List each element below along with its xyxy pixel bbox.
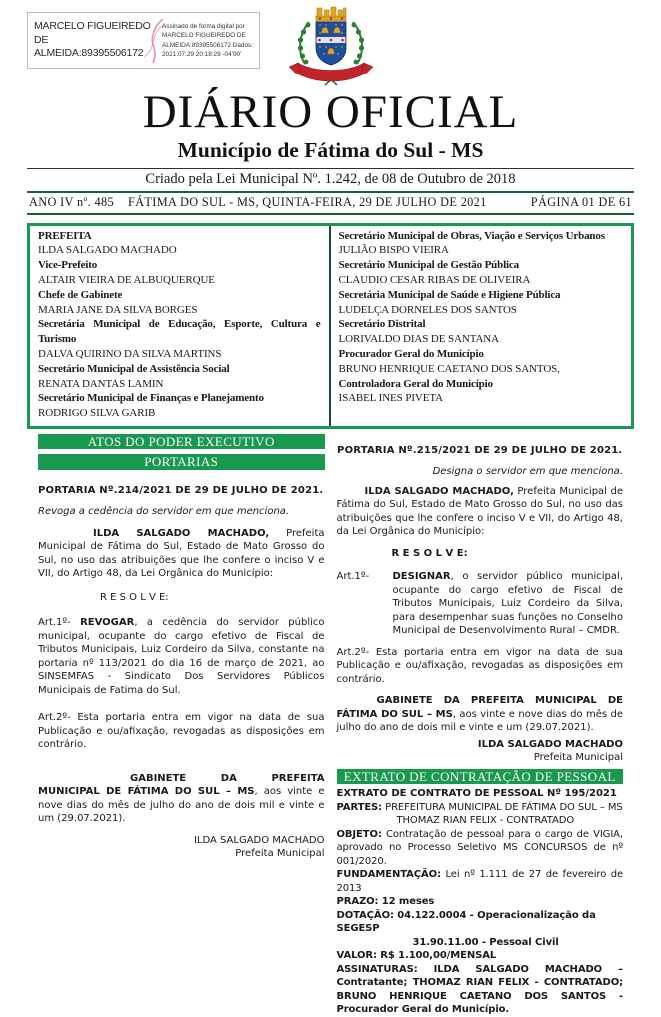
signature-details: Assinado de forma digital por MARCELO FIGUEIREDO DE ALMEIDA:89395506172 Dados: 2021.07.29 20:18:29 -04'00' [162, 22, 253, 58]
official-entry [339, 377, 624, 407]
official-name: BRUNO HENRIQUE CAETANO DOS SANTOS, [338, 362, 560, 375]
official-name: ALTAIR VIEIRA DE ALBUQUERQUE [38, 273, 215, 286]
section-banner-extrato: EXTRATO DE CONTRATAÇÃO DE PESSOAL [337, 769, 624, 785]
portaria-215-heading: PORTARIA Nº.215/2021 DE 29 DE JULHO DE 2021. [337, 444, 623, 456]
right-column [337, 434, 624, 1017]
official-name: MARIA JANE DA SILVA BORGES [38, 303, 198, 316]
official-entry [38, 229, 321, 259]
digital-signature-stamp [27, 12, 260, 69]
portaria-215-resolve: R E S O L V E: [391, 547, 468, 559]
portaria-215-summary: Designa o servidor em que menciona. [432, 466, 623, 478]
portaria-214-resolve: R E S O L V E: [100, 591, 169, 603]
official-role: Secretário Municipal de Obras, Viação e Serviços Urbanos [338, 229, 605, 242]
official-name: ILDA SALGADO MACHADO [38, 244, 177, 257]
official-entry [339, 258, 624, 288]
official-entry [38, 362, 321, 392]
official-role: Secretário Municipal de Gestão Pública [338, 259, 519, 272]
officials-box [27, 223, 634, 429]
extrato-valor: VALOR: R$ 1.100,00/MENSAL [336, 950, 497, 962]
portaria-214-intro: ILDA SALGADO MACHADO, Prefeita Municipal de Fátima do Sul, Estado de Mato Grosso do Sul, no uso das atribuições que lhe confere o inciso V e VII, do Artigo 48, da Lei Orgânica do Município: [38, 527, 325, 580]
official-entry [38, 317, 321, 361]
official-name: LORIVALDO DIAS DE SANTANA [338, 333, 499, 346]
official-role: Secretário Distrital [338, 318, 426, 331]
signature-role: Prefeita Municipal [533, 752, 623, 764]
official-name: JULIÃO BISPO VIEIRA [338, 244, 449, 257]
edition-info-left [29, 195, 487, 210]
official-role: Secretária Municipal de Saúde e Higiene Pública [338, 288, 561, 301]
official-role: Vice-Prefeito [38, 259, 98, 272]
official-entry [339, 229, 624, 259]
official-role: Chefe de Gabinete [38, 288, 123, 301]
portaria-214-art2: Art.2º- Esta portaria entra em vigor na data de sua Publicação e ou/afixação, revogadas as disposições em contrário. [38, 712, 325, 751]
portaria-215-intro: ILDA SALGADO MACHADO, Prefeita Municipal de Fátima do Sul, Estado de Mato Grosso do Sul, no uso das atribuições que lhe confere o inciso V e VII, do Artigo 48, da Lei Orgânica do Município: [336, 485, 623, 538]
official-name: CLAUDIO CESAR RIBAS DE OLIVEIRA [338, 273, 531, 286]
portaria-214-summary: Revoga a cedência do servidor em que menciona. [38, 506, 290, 518]
extrato-title: EXTRATO DE CONTRATO DE PESSOAL Nº 195/2021 [336, 788, 617, 800]
official-role: PREFEITA [38, 229, 92, 242]
edition-number: ANO IV nº. 485 [29, 194, 114, 209]
official-name: ISABEL INES PIVETA [338, 392, 443, 405]
portaria-214-heading: PORTARIA Nº.214/2021 DE 29 DE JULHO DE 2021. [38, 484, 324, 496]
official-role: Procurador Geral do Município [338, 347, 484, 360]
extrato-dotacao-line2: 31.90.11.00 - Pessoal Civil [412, 936, 559, 948]
official-name: RODRIGO SILVA GARIB [38, 407, 156, 420]
signature-role: Prefeita Municipal [235, 848, 325, 860]
portaria-215-art2: Art.2º- Esta portaria entra em vigor na data de sua Publicação e ou/afixação, revogadas as disposições em contrário. [336, 646, 623, 685]
extrato-prazo: PRAZO: 12 meses [336, 896, 435, 908]
official-name: LUDELÇA DORNELES DOS SANTOS [338, 303, 517, 316]
portaria-215-art1: Art.1º- DESIGNAR, o servidor público municipal, ocupante do cargo efetivo de Fiscal de Tributos Municipais, Luiz Cordeiro da Silva, para desempenhar suas funções no Conselho Municipal de Desenvolvimento Rural – CMDR. [336, 571, 623, 637]
portaria-214-signature [38, 834, 325, 861]
creation-law-line: Criado pela Lei Municipal Nº. 1.242, de 08 de Outubro de 2018 [145, 170, 516, 187]
page-indicator: PÁGINA 01 DE 61 [530, 194, 632, 209]
portaria-215-gabinete: GABINETE DA PREFEITA MUNICIPAL DE FÁTIMA DO SUL – MS, aos vinte e nove dias do mês de julho do ano de dois mil e vinte e um (29.07.2021). [336, 695, 623, 734]
portaria-214-art1: Art.1º- REVOGAR, a cedência do servidor público municipal, ocupante do cargo efetivo de Fiscal de Tributos Municipais, Luiz Cordeiro da Silva, constante na portaria nº 113/2021 do dia 16 de março de 2021, ao SINSEMFAS - Sindicato Dos Servidores Públicos Municipais de Fatima do Sul. [38, 617, 325, 696]
official-role: Secretária Municipal de Educação, Esporte, Cultura e Turismo [38, 318, 321, 346]
signatory-name: MARCELO FIGUEIREDO DE ALMEIDA:89395506172 [34, 20, 151, 60]
extrato-fundamentacao: FUNDAMENTAÇÃO: Lei nº 1.111 de 27 de fevereiro de 2013 [336, 869, 623, 894]
extrato-partes: PARTES: PREFEITURA MUNICIPAL DE FÁTIMA DO SUL – MS [336, 801, 623, 813]
section-banner-atos: ATOS DO PODER EXECUTIVO [38, 434, 325, 450]
section-banner-portarias: PORTARIAS [38, 454, 325, 470]
extrato-objeto: OBJETO: Contratação de pessoal para o cargo de VIGIA, aprovado no Processo Seletivo MS CONCURSOS de nº 001/2020. [336, 828, 623, 867]
gazette-title: DIÁRIO OFICIAL [142, 86, 519, 138]
official-name: RENATA DANTAS LAMIN [38, 377, 164, 390]
official-role: Controladora Geral do Município [338, 377, 493, 390]
extrato-partes-line2: THOMAZ RIAN FELIX - CONTRATADO [396, 815, 575, 827]
officials-right-column [331, 226, 632, 426]
left-column [38, 434, 325, 1017]
extrato-block [337, 787, 624, 1017]
extrato-assinaturas: ASSINATURAS: ILDA SALGADO MACHADO – Contratante; THOMAZ RIAN FELIX - CONTRATADO; BRUNO HENRIQUE CAETANO DOS SANTOS - Procurador Geral do Município. [336, 963, 623, 1016]
extrato-dotacao: DOTAÇÃO: 04.122.0004 - Operacionalização da SEGESP [336, 909, 596, 935]
portaria-214-gabinete: GABINETE DA PREFEITA MUNICIPAL DE FÁTIMA DO SUL – MS, aos vinte e nove dias do mês de julho do ano de dois mil e vinte e um (29.07.2021). [38, 772, 325, 825]
content-columns [27, 434, 634, 1017]
official-entry [38, 391, 321, 421]
official-name: DALVA QUIRINO DA SILVA MARTINS [38, 347, 222, 360]
coat-of-arms-icon [281, 4, 381, 86]
portaria-215-signature [337, 738, 624, 765]
official-entry [339, 317, 624, 347]
signature-name: ILDA SALGADO MACHADO [477, 738, 623, 750]
official-entry [38, 258, 321, 288]
official-role: Secretário Municipal de Finanças e Planejamento [38, 392, 264, 405]
gazette-subtitle: Município de Fátima do Sul - MS [177, 137, 484, 162]
official-role: Secretário Municipal de Assistência Social [38, 362, 230, 375]
signature-name: ILDA SALGADO MACHADO [193, 834, 325, 846]
officials-left-column [30, 226, 331, 426]
edition-info-bar [27, 191, 634, 215]
official-entry [38, 288, 321, 318]
official-entry [339, 347, 624, 377]
edition-date: FÁTIMA DO SUL - MS, QUINTA-FEIRA, 29 DE JULHO DE 2021 [128, 194, 487, 209]
official-entry [339, 288, 624, 318]
